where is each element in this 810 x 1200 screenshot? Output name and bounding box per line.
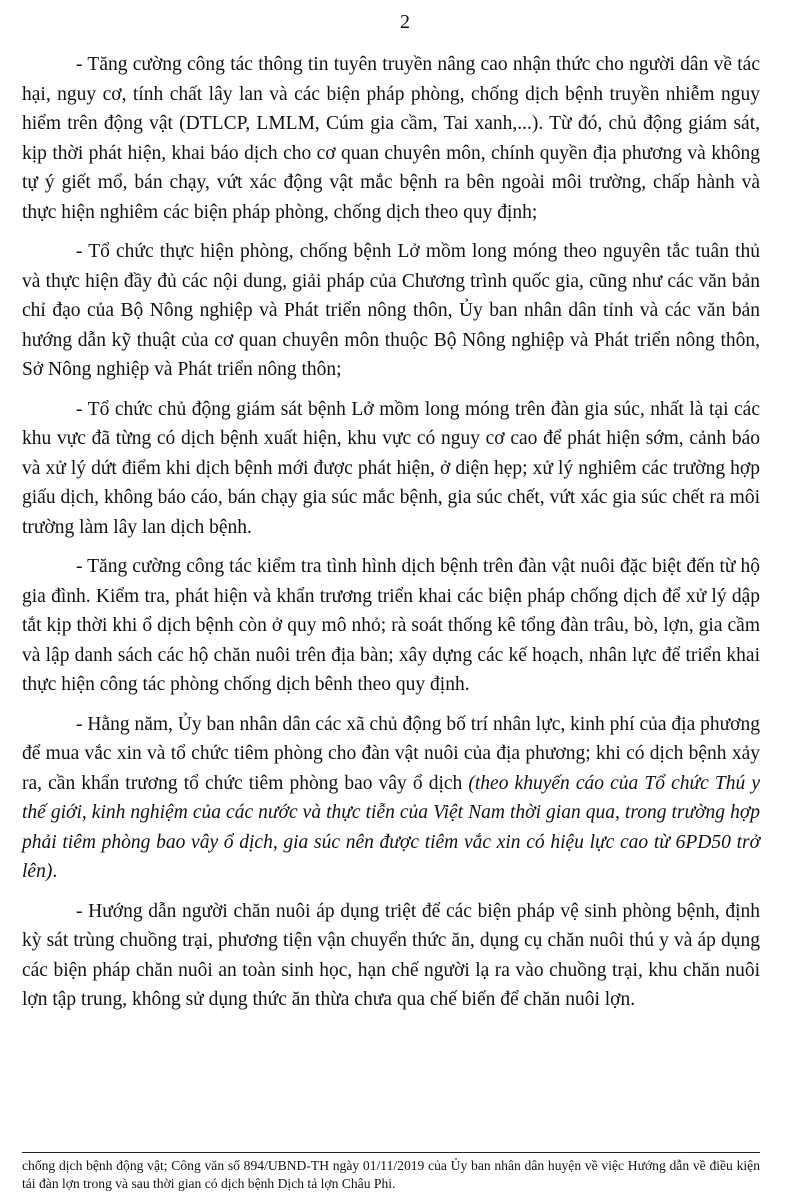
paragraph-inspection: - Tăng cường công tác kiểm tra tình hình dịch bệnh trên đàn vật nuôi đặc biệt đến từ hộ gia đình. Kiểm tra, phát hiện và khẩn trương triển khai các biện pháp chống dịch để xử lý dập tắt kịp thời khi ổ dịch bệnh còn ở quy mô nhỏ; rà soát thống kê tổng đàn trâu, bò, lợn, gia cầm và lập danh sách các hộ chăn nuôi trên địa bàn; xây dựng các kế hoạch, nhân lực để triển khai thực hiện công tác phòng chống dịch bênh theo quy định.: [22, 556, 760, 695]
footnote-divider: [22, 1152, 760, 1153]
vaccination-tail: .: [52, 861, 58, 882]
paragraph-awareness: - Tăng cường công tác thông tin tuyên truyền nâng cao nhận thức cho người dân về tác hại, nguy cơ, tính chất lây lan và các biện pháp phòng, chống dịch bệnh truyền nhiễm nguy hiểm trên động vật (DTLCP, LMLM, Cúm gia cầm, Tai xanh,...). Từ đó, chủ động giám sát, kịp thời phát hiện, khai báo dịch cho cơ quan chuyên môn, chính quyền địa phương và không tự ý giết mổ, bán chạy, vứt xác động vật mắc bệnh ra bên ngoài môi trường, chấp hành và thực hiện nghiêm các biện pháp phòng, chống dịch theo quy định;: [22, 54, 760, 223]
page-number: 2: [400, 11, 410, 33]
footnote: chống dịch bệnh động vật; Công văn số 894/UBND-TH ngày 01/11/2019 của Ủy ban nhân dân huyện về việc Hướng dẫn về điều kiện tái đàn lợn trong và sau thời gian có dịch bệnh Dịch tả lợn Châu Phi.: [22, 1158, 760, 1191]
vaccination-note: (theo khuyến cáo của Tổ chức Thú y thế giới, kinh nghiệm của các nước và thực tiễn của Việt Nam thời gian qua, trong trường hợp phải tiêm phòng bao vây ổ dịch, gia súc nên được tiêm vắc xin có hiệu lực cao từ 6PD50 trở lên): [22, 772, 760, 882]
paragraph-biosecurity: - Hướng dẫn người chăn nuôi áp dụng triệt để các biện pháp vệ sinh phòng bệnh, định kỳ sát trùng chuồng trại, phương tiện vận chuyển thức ăn, dụng cụ chăn nuôi thú y và áp dụng các biện pháp chăn nuôi an toàn sinh học, hạn chế người lạ ra vào chuồng trại, khu chăn nuôi lợn tập trung, không sử dụng thức ăn thừa chưa qua chế biến để chăn nuôi lợn.: [22, 900, 760, 1010]
paragraph-vaccination: [22, 710, 760, 887]
vaccination-text: - Hằng năm, Ủy ban nhân dân các xã chủ động bố trí nhân lực, kinh phí của địa phương để mua vắc xin và tổ chức tiêm phòng cho đàn vật nuôi của địa phương; khi có dịch bệnh xảy ra, cần khẩn trương tổ chức tiêm phòng bao vây ổ dịch: [22, 713, 760, 794]
body-text: [22, 50, 760, 1025]
paragraph-fmd-surveillance: - Tổ chức chủ động giám sát bệnh Lở mồm long móng trên đàn gia súc, nhất là tại các khu vực đã từng có dịch bệnh xuất hiện, khu vực có nguy cơ cao để phát hiện sớm, cảnh báo và xử lý dứt điểm khi dịch bệnh mới được phát hiện, ở diện hẹp; xử lý nghiêm các trường hợp giấu dịch, không báo cáo, bán chạy gia súc mắc bệnh, gia súc chết, vứt xác gia súc chết ra môi trường làm lây lan dịch bệnh.: [22, 398, 760, 538]
paragraph-fmd-prevention: - Tổ chức thực hiện phòng, chống bệnh Lở mồm long móng theo nguyên tắc tuân thủ và thực hiện đầy đủ các nội dung, giải pháp của Chương trình quốc gia, cũng như các văn bản chỉ đạo của Bộ Nông nghiệp và Phát triển nông thôn, Ủy ban nhân dân tỉnh và các văn bản hướng dẫn kỹ thuật của cơ quan chuyên môn thuộc Bộ Nông nghiệp và Phát triển nông thôn, Sở Nông nghiệp và Phát triển nông thôn;: [22, 241, 760, 380]
